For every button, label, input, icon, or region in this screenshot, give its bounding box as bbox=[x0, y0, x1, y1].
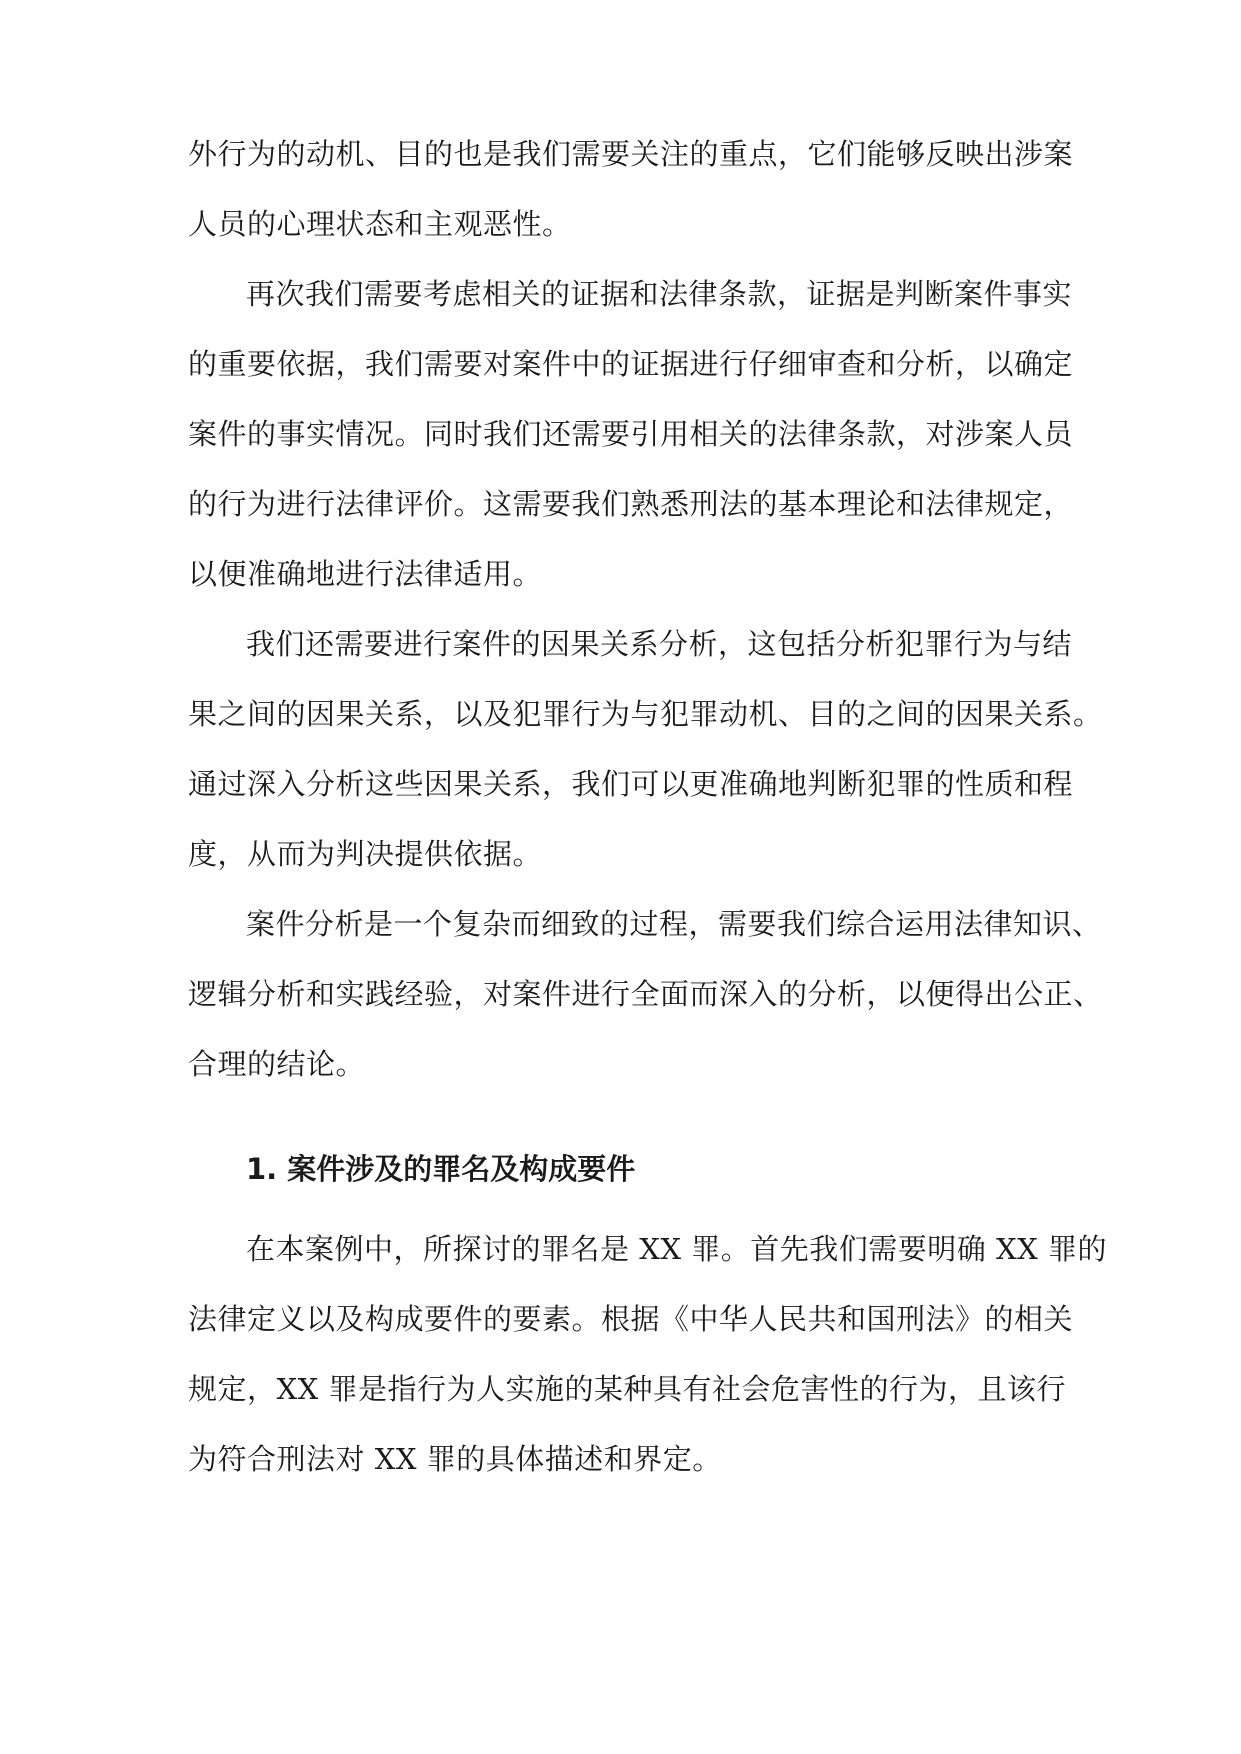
paragraph-line: 案件的事实情况。同时我们还需要引用相关的法律条款，对涉案人员 bbox=[188, 417, 1074, 451]
paragraph-line: 我们还需要进行案件的因果关系分析，这包括分析犯罪行为与结 bbox=[246, 627, 1073, 661]
paragraph-line: 合理的结论。 bbox=[188, 1047, 366, 1081]
paragraph-line: 度，从而为判决提供依据。 bbox=[188, 837, 543, 871]
paragraph-line: 规定，XX 罪是指行为人实施的某种具有社会危害性的行为，且该行 bbox=[188, 1372, 1067, 1406]
paragraph-line: 人员的心理状态和主观恶性。 bbox=[188, 207, 572, 241]
paragraph-line: 通过深入分析这些因果关系，我们可以更准确地判断犯罪的性质和程 bbox=[188, 767, 1074, 801]
section-heading: 1. 案件涉及的罪名及构成要件 bbox=[246, 1152, 636, 1186]
paragraph-line: 逻辑分析和实践经验，对案件进行全面而深入的分析，以便得出公正、 bbox=[188, 977, 1103, 1011]
paragraph-line: 案件分析是一个复杂而细致的过程，需要我们综合运用法律知识、 bbox=[246, 907, 1102, 941]
paragraph-line: 的行为进行法律评价。这需要我们熟悉刑法的基本理论和法律规定， bbox=[188, 487, 1074, 521]
paragraph-line: 果之间的因果关系，以及犯罪行为与犯罪动机、目的之间的因果关系。 bbox=[188, 697, 1103, 731]
paragraph-line: 为符合刑法对 XX 罪的具体描述和界定。 bbox=[188, 1442, 722, 1476]
paragraph-line: 在本案例中，所探讨的罪名是 XX 罪。首先我们需要明确 XX 罪的 bbox=[246, 1232, 1107, 1266]
paragraph-line: 以便准确地进行法律适用。 bbox=[188, 557, 543, 591]
paragraph-line: 外行为的动机、目的也是我们需要关注的重点，它们能够反映出涉案 bbox=[188, 137, 1074, 171]
paragraph-line: 再次我们需要考虑相关的证据和法律条款，证据是判断案件事实 bbox=[246, 277, 1073, 311]
paragraph-line: 法律定义以及构成要件的要素。根据《中华人民共和国刑法》的相关 bbox=[188, 1302, 1074, 1336]
paragraph-line: 的重要依据，我们需要对案件中的证据进行仔细审查和分析，以确定 bbox=[188, 347, 1074, 381]
